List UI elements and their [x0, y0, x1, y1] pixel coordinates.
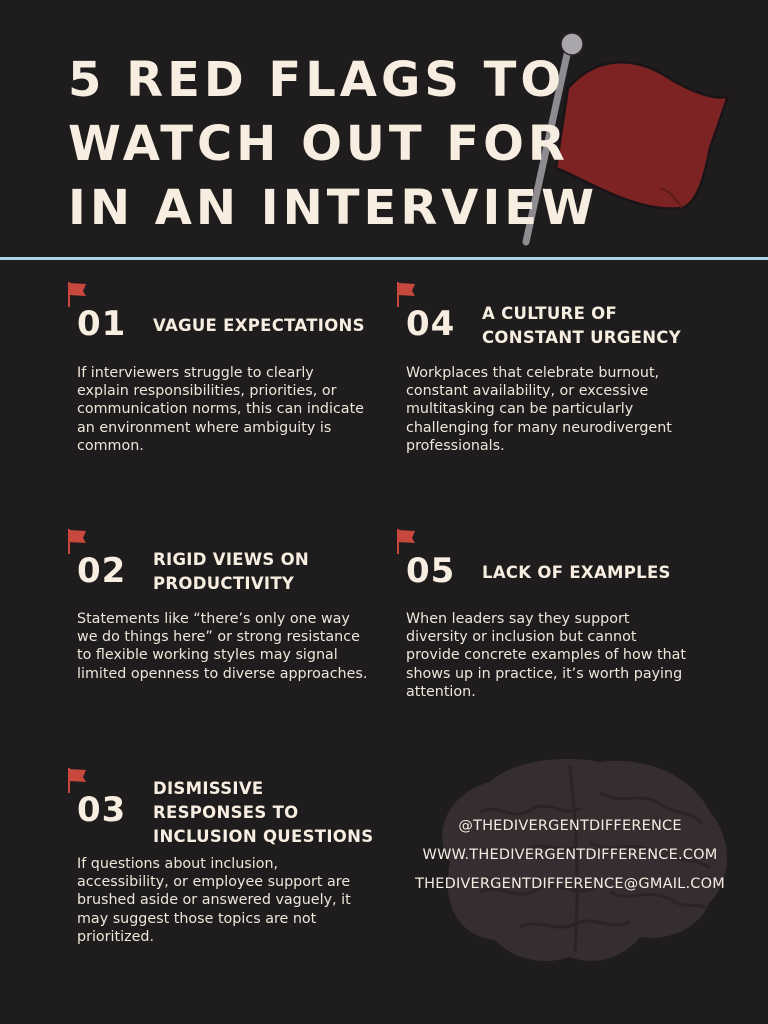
email-link[interactable]: THEDIVERGENTDIFFERENCE@GMAIL.COM [415, 876, 725, 892]
title-line-1: 5 RED FLAGS TO [68, 52, 566, 108]
item-body: When leaders say they support diversity or inclusion but cannot provide concrete examples of how that shows up in practice, it’s worth paying attention. [406, 611, 687, 700]
item-heading: A CULTURE OF CONSTANT URGENCY [482, 304, 681, 347]
page-title [68, 48, 688, 240]
item-number: 01 [77, 304, 127, 344]
item-number: 05 [406, 551, 456, 591]
item-number: 03 [77, 790, 127, 830]
social-handle: @THEDIVERGENTDIFFERENCE [458, 818, 682, 834]
item-body: If questions about inclusion, accessibility, or employee support are brushed aside or answered vaguely, it may suggest those topics are not prioritized. [77, 856, 351, 945]
item-heading: VAGUE EXPECTATIONS [153, 316, 365, 335]
item-body: If interviewers struggle to clearly explain responsibilities, priorities, or communication norms, this can indicate an environment where ambiguity is common. [77, 365, 364, 454]
item-heading: RIGID VIEWS ON PRODUCTIVITY [153, 550, 310, 593]
title-line-3: IN AN INTERVIEW [68, 180, 599, 236]
title-line-2: WATCH OUT FOR [68, 116, 569, 172]
item-number: 02 [77, 551, 127, 591]
item-heading: DISMISSIVE RESPONSES TO INCLUSION QUESTIONS [153, 779, 374, 846]
item-heading: LACK OF EXAMPLES [482, 563, 671, 582]
item-body: Workplaces that celebrate burnout, constant availability, or excessive multitasking can be particularly challenging for many neurodivergent professionals. [406, 365, 672, 454]
item-body: Statements like “there’s only one way we do things here” or strong resistance to flexible working styles may signal limited openness to diverse approaches. [77, 611, 368, 682]
item-number: 04 [406, 304, 456, 344]
contact-info [400, 812, 740, 899]
website-link[interactable]: WWW.THEDIVERGENTDIFFERENCE.COM [422, 847, 718, 863]
